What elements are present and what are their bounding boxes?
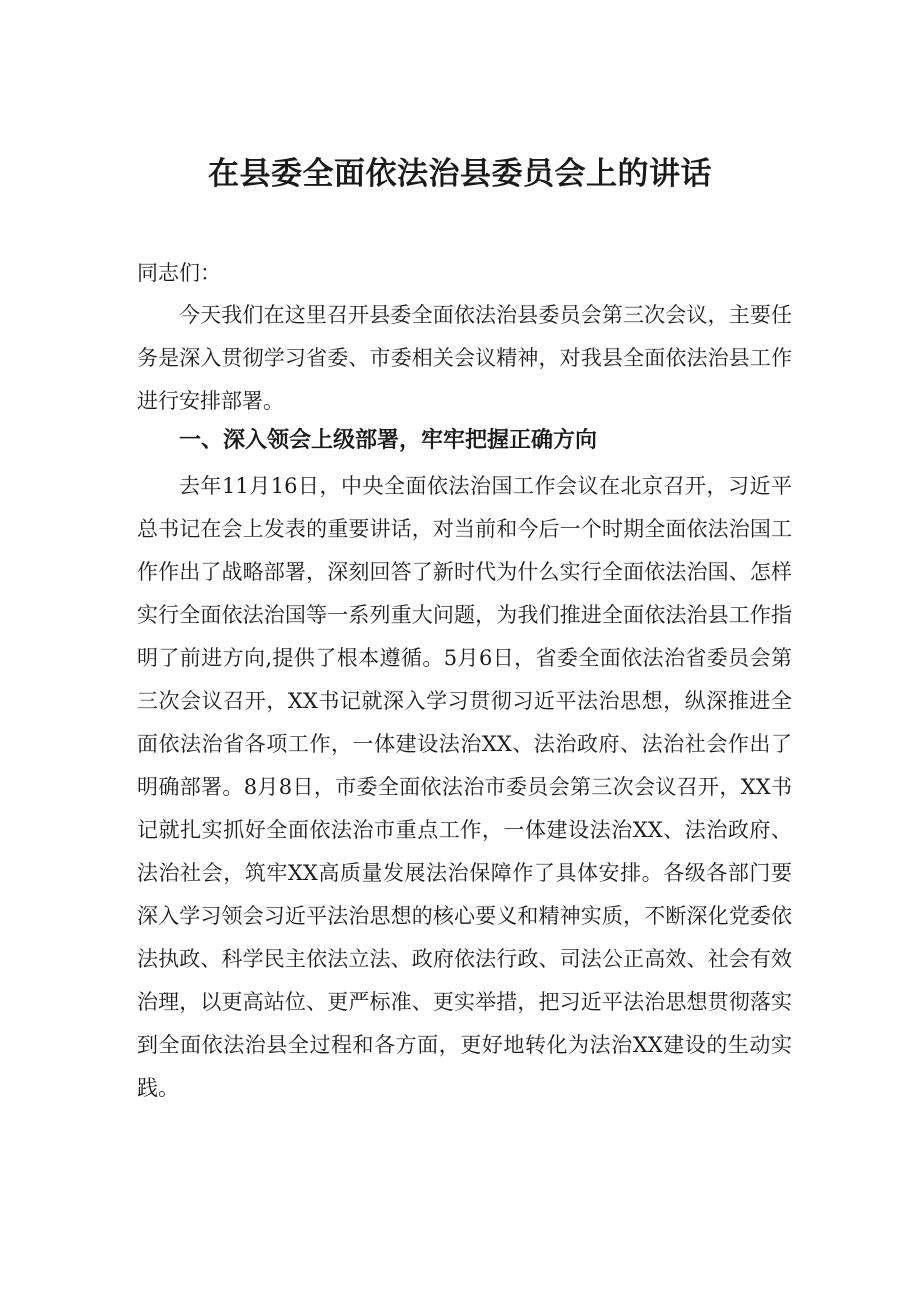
opening-paragraph: 今天我们在这里召开县委全面依法治县委员会第三次会议，主要任务是深入贯彻学习省委、市委相关会议精神，对我县全面依法治县工作进行安排部署。: [137, 303, 792, 413]
section-1-paragraph: 去年11月16日，中央全面依法治国工作会议在北京召开，习近平总书记在会上发表的重要讲话，对当前和今后一个时期全面依法治国工作作出了战略部署，深刻回答了新时代为什么实行全面依法治国、怎样实行全面依法治国等一系列重大问题，为我们推进全面依法治县工作指明了前进方向,提供了根本遵循。5月6日，省委全面依法治省委员会第三次会议召开，XX书记就深入学习贯彻习近平法治思想，纵深推进全面依法治省各项工作，一体建设法治XX、法治政府、法治社会作出了明确部署。8月8日，市委全面依法治市委员会第三次会议召开，XX书记就扎实抓好全面依法治市重点工作，一体建设法治XX、法治政府、法治社会，筑牢XX高质量发展法治保障作了具体安排。各级各部门要深入学习领会习近平法治思想的核心要义和精神实质，不断深化党委依法执政、科学民主依法立法、政府依法行政、司法公正高效、社会有效治理，以更高站位、更严标准、更实举措，把习近平法治思想贯彻落实到全面依法治县全过程和各方面，更好地转化为法治XX建设的生动实践。: [137, 474, 792, 1100]
salutation: 同志们：: [137, 261, 221, 285]
section-1-heading: 一、深入领会上级部署，牢牢把握正确方向: [179, 428, 598, 453]
document-title: 在县委全面依法治县委员会上的讲话: [208, 156, 712, 192]
